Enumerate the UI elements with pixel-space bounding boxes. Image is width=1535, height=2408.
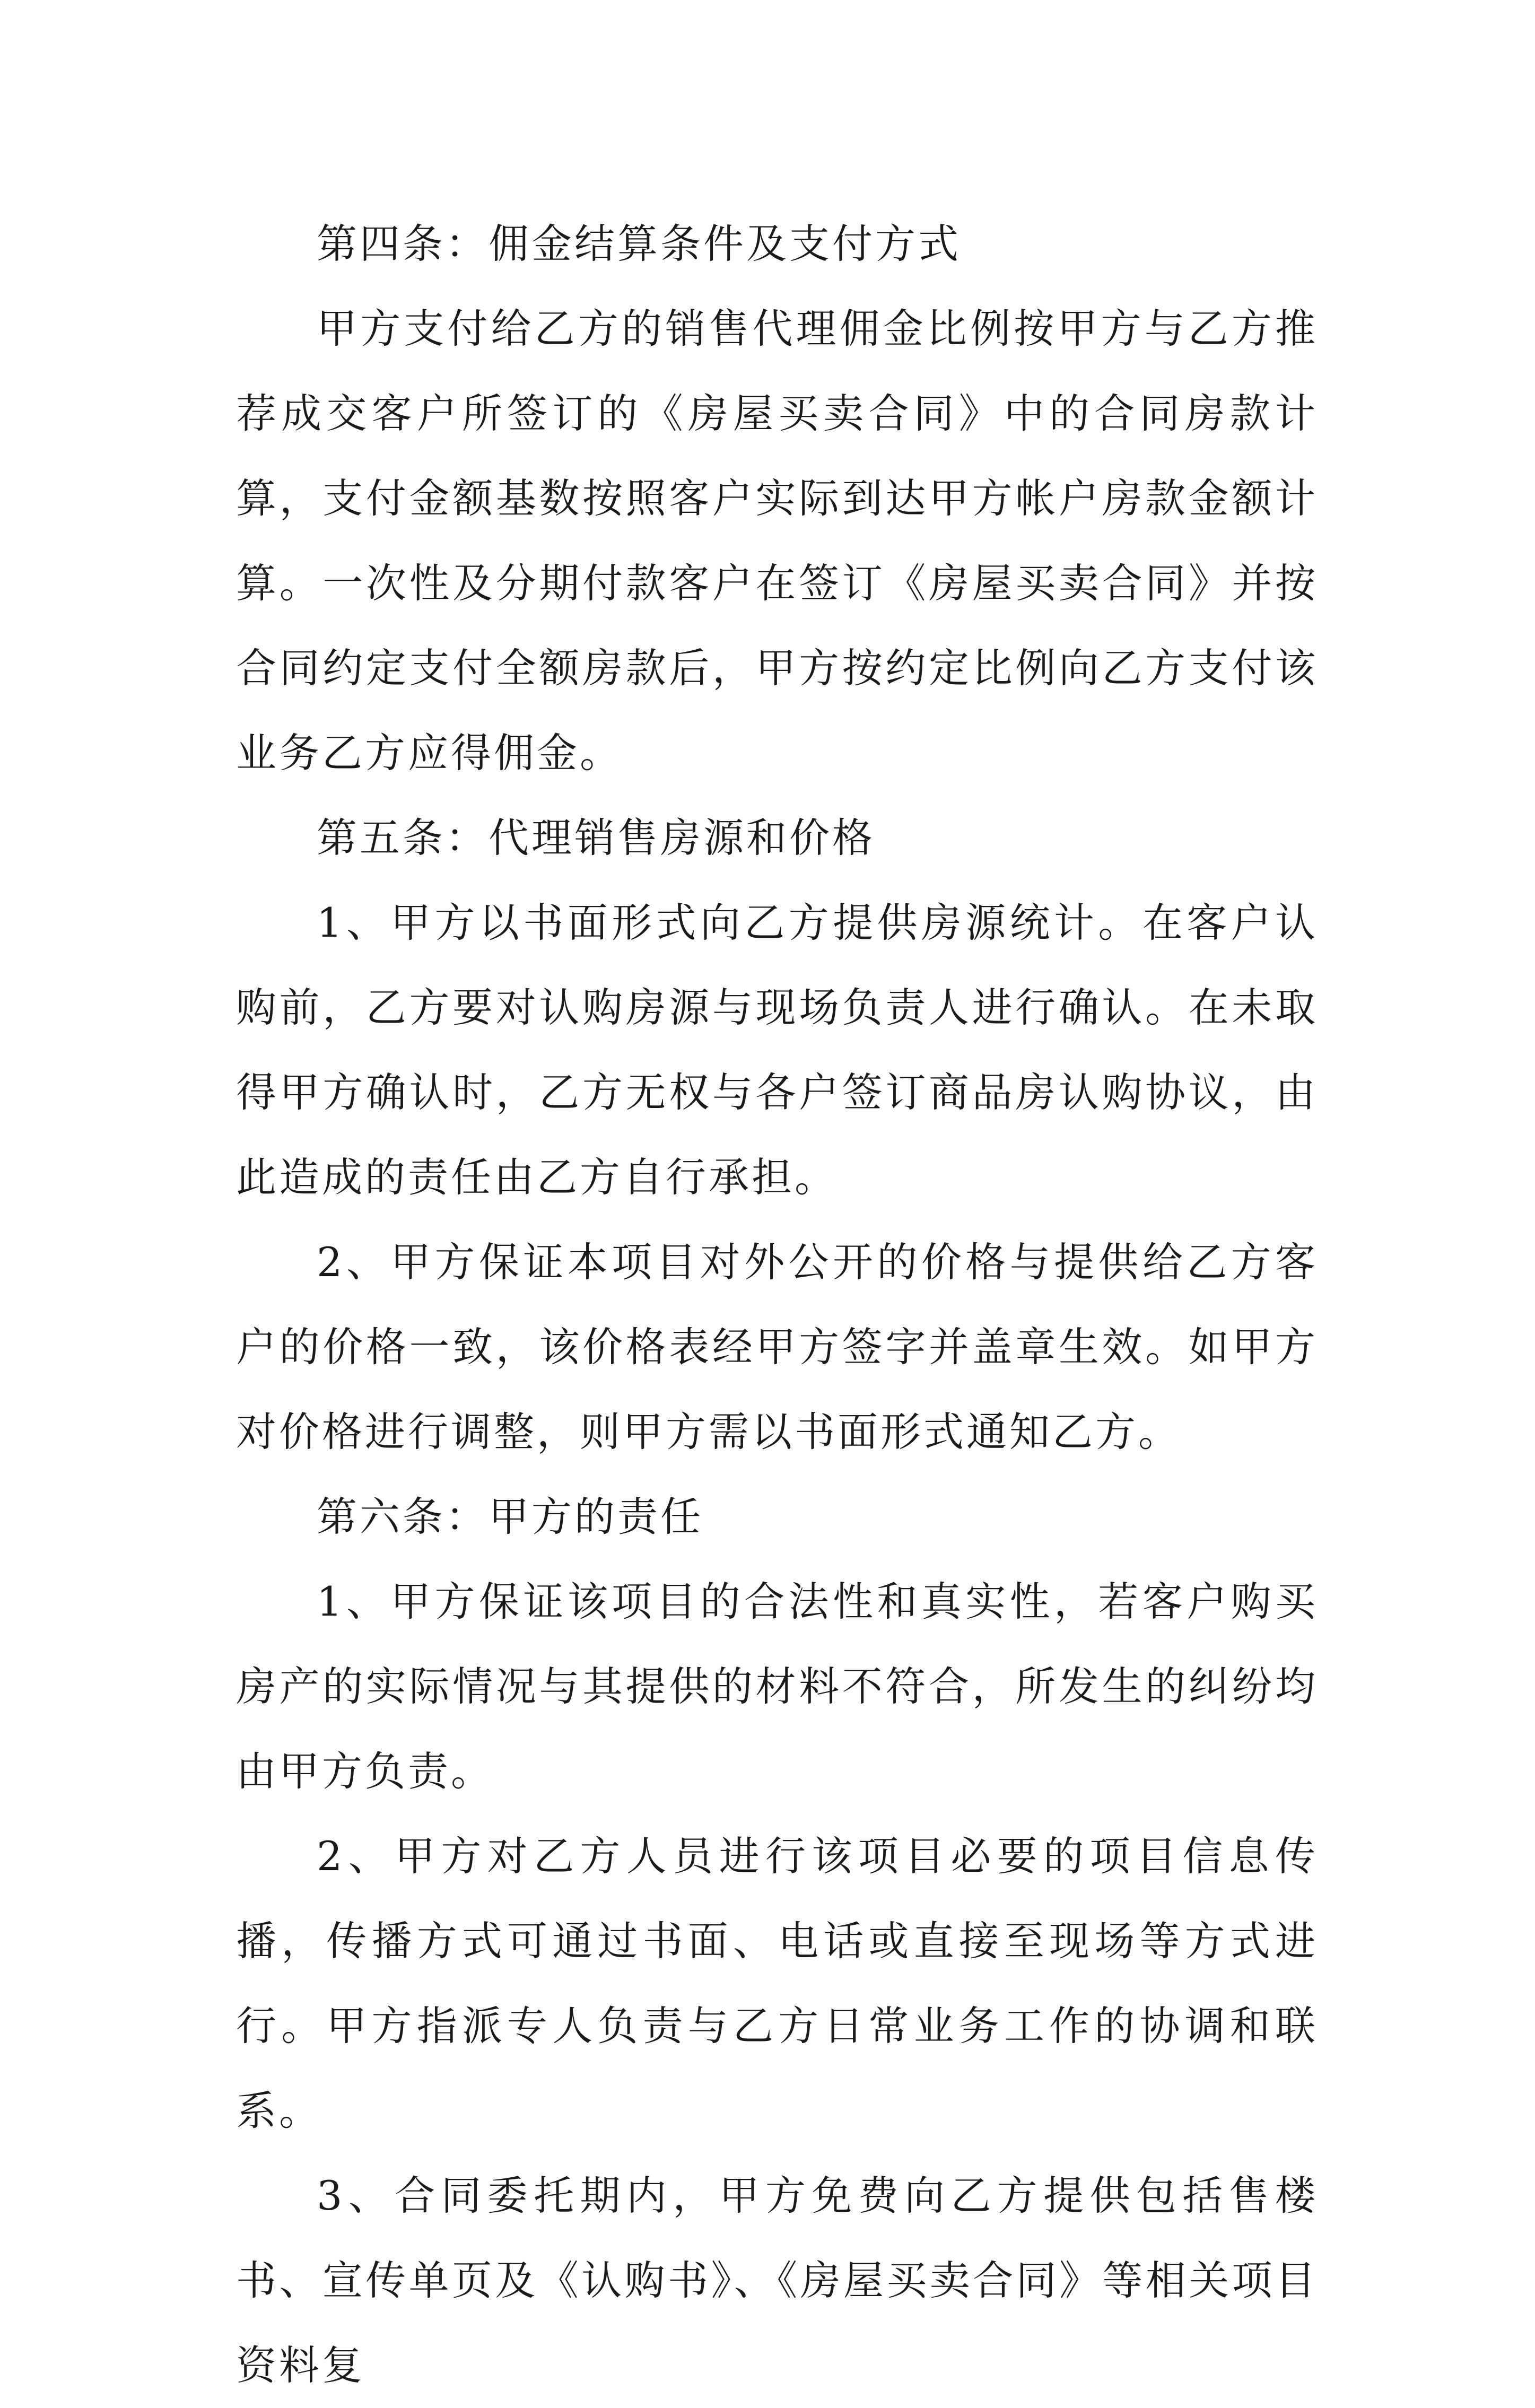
article-5-heading: 第五条：代理销售房源和价格	[317, 814, 875, 861]
article-5-item-1: 1、甲方以书面形式向乙方提供房源统计。在客户认购前，乙方要对认购房源与现场负责人进行确认。在未取得甲方确认时，乙方无权与各户签订商品房认购协议，由此造成的责任由乙方自行承担。	[236, 899, 1318, 1201]
document-body	[236, 202, 1318, 2408]
article-5-item-2: 2、甲方保证本项目对外公开的价格与提供给乙方客户的价格一致，该价格表经甲方签字并盖章生效。如甲方对价格进行调整，则甲方需以书面形式通知乙方。	[236, 1238, 1318, 1455]
article-6-heading: 第六条：甲方的责任	[317, 1493, 703, 1540]
article-6-item-1: 1、甲方保证该项目的合法性和真实性，若客户购买房产的实际情况与其提供的材料不符合，所发生的纠纷均由甲方负责。	[236, 1578, 1318, 1795]
article-4-paragraph: 甲方支付给乙方的销售代理佣金比例按甲方与乙方推荐成交客户所签订的《房屋买卖合同》中的合同房款计算，支付金额基数按照客户实际到达甲方帐户房款金额计算。一次性及分期付款客户在签订《房屋买卖合同》并按合同约定支付全额房款后，甲方按约定比例向乙方支付该业务乙方应得佣金。	[236, 305, 1318, 777]
article-4-heading: 第四条：佣金结算条件及支付方式	[317, 220, 961, 267]
article-6-item-3: 3、合同委托期内，甲方免费向乙方提供包括售楼书、宣传单页及《认购书》、《房屋买卖合同》等相关项目资料复	[236, 2172, 1318, 2389]
article-6-item-2: 2、甲方对乙方人员进行该项目必要的项目信息传播，传播方式可通过书面、电话或直接至现场等方式进行。甲方指派专人负责与乙方日常业务工作的协调和联系。	[236, 1833, 1318, 2134]
